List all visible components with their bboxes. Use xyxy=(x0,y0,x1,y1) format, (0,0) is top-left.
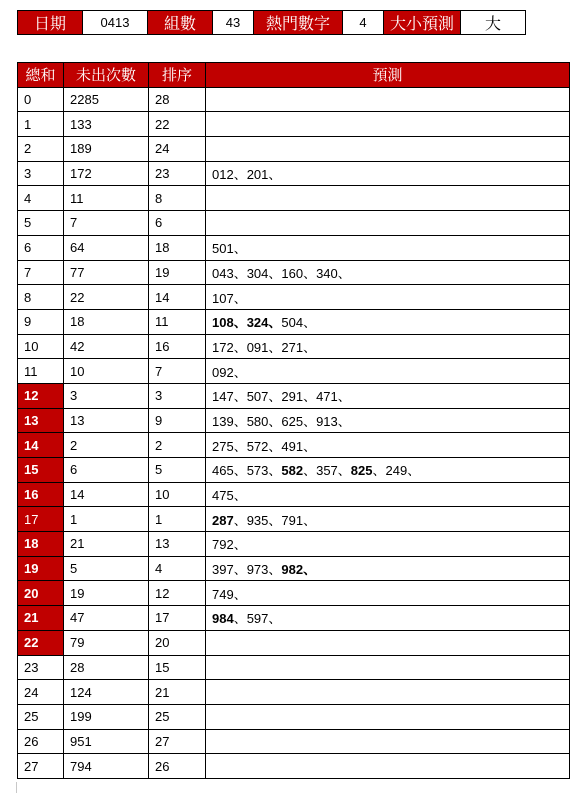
table-row xyxy=(18,408,570,433)
prediction-cell xyxy=(206,630,570,655)
prediction-cell xyxy=(206,186,570,211)
rank-cell: 14 xyxy=(149,285,206,310)
prediction-cell xyxy=(206,260,570,285)
sum-cell: 0 xyxy=(18,87,64,112)
rank-cell: 19 xyxy=(149,260,206,285)
prediction-cell xyxy=(206,137,570,162)
rank-cell: 7 xyxy=(149,359,206,384)
sum-cell: 5 xyxy=(18,211,64,236)
prediction-text: 043、304、160、340、 xyxy=(212,265,351,281)
miss-count-cell: 1 xyxy=(64,507,149,532)
table-row xyxy=(18,309,570,334)
info-bar xyxy=(17,10,526,35)
prediction-cell xyxy=(206,704,570,729)
table-row xyxy=(18,655,570,680)
group-count-value: 43 xyxy=(213,11,254,35)
miss-count-cell: 10 xyxy=(64,359,149,384)
prediction-cell xyxy=(206,754,570,779)
sum-cell: 13 xyxy=(18,408,64,433)
miss-count-cell: 7 xyxy=(64,211,149,236)
miss-count-cell: 18 xyxy=(64,309,149,334)
sum-cell: 6 xyxy=(18,235,64,260)
table-row xyxy=(18,161,570,186)
sum-cell: 26 xyxy=(18,729,64,754)
header-prediction: 預測 xyxy=(206,63,570,88)
miss-count-cell: 14 xyxy=(64,482,149,507)
sum-cell: 8 xyxy=(18,285,64,310)
table-row xyxy=(18,87,570,112)
rank-cell: 26 xyxy=(149,754,206,779)
prediction-bold-text: 582 xyxy=(281,463,304,479)
prediction-cell xyxy=(206,359,570,384)
miss-count-cell: 13 xyxy=(64,408,149,433)
miss-count-cell: 22 xyxy=(64,285,149,310)
prediction-cell xyxy=(206,112,570,137)
rank-cell: 13 xyxy=(149,532,206,557)
table-row xyxy=(18,532,570,557)
rank-cell: 8 xyxy=(149,186,206,211)
prediction-cell xyxy=(206,433,570,458)
prediction-table xyxy=(17,62,570,779)
table-row xyxy=(18,186,570,211)
miss-count-cell: 42 xyxy=(64,334,149,359)
miss-count-cell: 5 xyxy=(64,556,149,581)
table-row xyxy=(18,433,570,458)
sum-cell: 2 xyxy=(18,137,64,162)
table-row xyxy=(18,630,570,655)
prediction-text: 275、572、491、 xyxy=(212,438,317,454)
sum-cell: 25 xyxy=(18,704,64,729)
miss-count-cell: 2 xyxy=(64,433,149,458)
miss-count-cell: 172 xyxy=(64,161,149,186)
rank-cell: 20 xyxy=(149,630,206,655)
miss-count-cell: 21 xyxy=(64,532,149,557)
table-row xyxy=(18,704,570,729)
miss-count-cell: 199 xyxy=(64,704,149,729)
info-bar-row xyxy=(18,11,526,35)
table-row xyxy=(18,754,570,779)
prediction-bold-text: 982、 xyxy=(281,562,317,578)
prediction-text: 172、091、271、 xyxy=(212,339,317,355)
prediction-cell xyxy=(206,458,570,483)
table-row xyxy=(18,334,570,359)
prediction-cell xyxy=(206,87,570,112)
prediction-bold-text: 825 xyxy=(350,463,373,479)
rank-cell: 2 xyxy=(149,433,206,458)
prediction-cell xyxy=(206,581,570,606)
prediction-text: 465、573、 xyxy=(212,463,282,479)
miss-count-cell: 11 xyxy=(64,186,149,211)
prediction-text: 792、 xyxy=(212,537,247,553)
rank-cell: 1 xyxy=(149,507,206,532)
prediction-cell xyxy=(206,729,570,754)
table-row xyxy=(18,137,570,162)
prediction-cell xyxy=(206,383,570,408)
miss-count-cell: 19 xyxy=(64,581,149,606)
table-row xyxy=(18,606,570,631)
table-row xyxy=(18,235,570,260)
group-count-label: 組數 xyxy=(148,11,213,35)
hot-number-value: 4 xyxy=(343,11,384,35)
rank-cell: 11 xyxy=(149,309,206,334)
table-body xyxy=(18,87,570,778)
rank-cell: 25 xyxy=(149,704,206,729)
prediction-text: 092、 xyxy=(212,364,247,380)
sum-cell: 22 xyxy=(18,630,64,655)
table-header-row xyxy=(18,63,570,88)
miss-count-cell: 28 xyxy=(64,655,149,680)
rank-cell: 12 xyxy=(149,581,206,606)
miss-count-cell: 6 xyxy=(64,458,149,483)
table-row xyxy=(18,556,570,581)
header-miss-count: 未出次數 xyxy=(64,63,149,88)
rank-cell: 18 xyxy=(149,235,206,260)
prediction-cell xyxy=(206,161,570,186)
prediction-text: 501、 xyxy=(212,241,247,257)
miss-count-cell: 47 xyxy=(64,606,149,631)
miss-count-cell: 3 xyxy=(64,383,149,408)
sum-cell: 10 xyxy=(18,334,64,359)
size-prediction-value: 大 xyxy=(461,11,526,35)
prediction-text: 、357、 xyxy=(303,463,351,479)
rank-cell: 16 xyxy=(149,334,206,359)
table-row xyxy=(18,260,570,285)
table-row xyxy=(18,507,570,532)
rank-cell: 6 xyxy=(149,211,206,236)
prediction-cell xyxy=(206,309,570,334)
table-row xyxy=(18,211,570,236)
header-sum: 總和 xyxy=(18,63,64,88)
rank-cell: 17 xyxy=(149,606,206,631)
prediction-cell xyxy=(206,408,570,433)
prediction-text: 107、 xyxy=(212,290,247,306)
sum-cell: 21 xyxy=(18,606,64,631)
rank-cell: 27 xyxy=(149,729,206,754)
prediction-cell xyxy=(206,532,570,557)
miss-count-cell: 77 xyxy=(64,260,149,285)
hot-number-label: 熱門數字 xyxy=(254,11,343,35)
prediction-cell xyxy=(206,507,570,532)
sum-cell: 7 xyxy=(18,260,64,285)
prediction-cell xyxy=(206,606,570,631)
prediction-cell xyxy=(206,655,570,680)
sum-cell: 20 xyxy=(18,581,64,606)
sum-cell: 24 xyxy=(18,680,64,705)
sum-cell: 18 xyxy=(18,532,64,557)
prediction-cell xyxy=(206,235,570,260)
sum-cell: 1 xyxy=(18,112,64,137)
table-row xyxy=(18,581,570,606)
sum-cell: 4 xyxy=(18,186,64,211)
rank-cell: 9 xyxy=(149,408,206,433)
sum-cell: 15 xyxy=(18,458,64,483)
prediction-text: 397、973、 xyxy=(212,562,282,578)
prediction-cell xyxy=(206,482,570,507)
table-row xyxy=(18,729,570,754)
prediction-cell xyxy=(206,285,570,310)
sum-cell: 19 xyxy=(18,556,64,581)
table-row xyxy=(18,359,570,384)
prediction-text: 504、 xyxy=(281,315,317,331)
miss-count-cell: 794 xyxy=(64,754,149,779)
rank-cell: 23 xyxy=(149,161,206,186)
sum-cell: 27 xyxy=(18,754,64,779)
prediction-text: 139、580、625、913、 xyxy=(212,413,351,429)
rank-cell: 10 xyxy=(149,482,206,507)
table-row xyxy=(18,285,570,310)
rank-cell: 24 xyxy=(149,137,206,162)
prediction-text: 、249、 xyxy=(372,463,421,479)
prediction-cell xyxy=(206,211,570,236)
rank-cell: 15 xyxy=(149,655,206,680)
size-prediction-label: 大小預測 xyxy=(384,11,461,35)
table-row xyxy=(18,680,570,705)
sum-cell: 11 xyxy=(18,359,64,384)
table-row xyxy=(18,112,570,137)
rank-cell: 28 xyxy=(149,87,206,112)
sum-cell: 17 xyxy=(18,507,64,532)
sum-cell: 14 xyxy=(18,433,64,458)
prediction-cell xyxy=(206,334,570,359)
miss-count-cell: 64 xyxy=(64,235,149,260)
miss-count-cell: 951 xyxy=(64,729,149,754)
table-row xyxy=(18,383,570,408)
miss-count-cell: 79 xyxy=(64,630,149,655)
prediction-text: 、935、791、 xyxy=(233,512,317,528)
miss-count-cell: 2285 xyxy=(64,87,149,112)
date-label: 日期 xyxy=(18,11,83,35)
prediction-cell xyxy=(206,556,570,581)
rank-cell: 21 xyxy=(149,680,206,705)
rank-cell: 3 xyxy=(149,383,206,408)
prediction-text: 012、201、 xyxy=(212,167,282,183)
miss-count-cell: 189 xyxy=(64,137,149,162)
prediction-text: 475、 xyxy=(212,488,247,504)
miss-count-cell: 133 xyxy=(64,112,149,137)
sum-cell: 3 xyxy=(18,161,64,186)
prediction-text: 749、 xyxy=(212,586,247,602)
table-row xyxy=(18,458,570,483)
header-rank: 排序 xyxy=(149,63,206,88)
prediction-cell xyxy=(206,680,570,705)
table-row xyxy=(18,482,570,507)
sum-cell: 12 xyxy=(18,383,64,408)
prediction-bold-text: 108、324、 xyxy=(212,315,282,331)
prediction-text: 、597、 xyxy=(233,611,282,627)
sum-cell: 23 xyxy=(18,655,64,680)
rank-cell: 22 xyxy=(149,112,206,137)
sum-cell: 16 xyxy=(18,482,64,507)
miss-count-cell: 124 xyxy=(64,680,149,705)
rank-cell: 4 xyxy=(149,556,206,581)
sum-cell: 9 xyxy=(18,309,64,334)
prediction-bold-text: 984 xyxy=(212,611,234,627)
text-cursor xyxy=(16,782,17,793)
prediction-bold-text: 287 xyxy=(212,512,234,528)
date-value: 0413 xyxy=(83,11,148,35)
rank-cell: 5 xyxy=(149,458,206,483)
prediction-text: 147、507、291、471、 xyxy=(212,389,351,405)
